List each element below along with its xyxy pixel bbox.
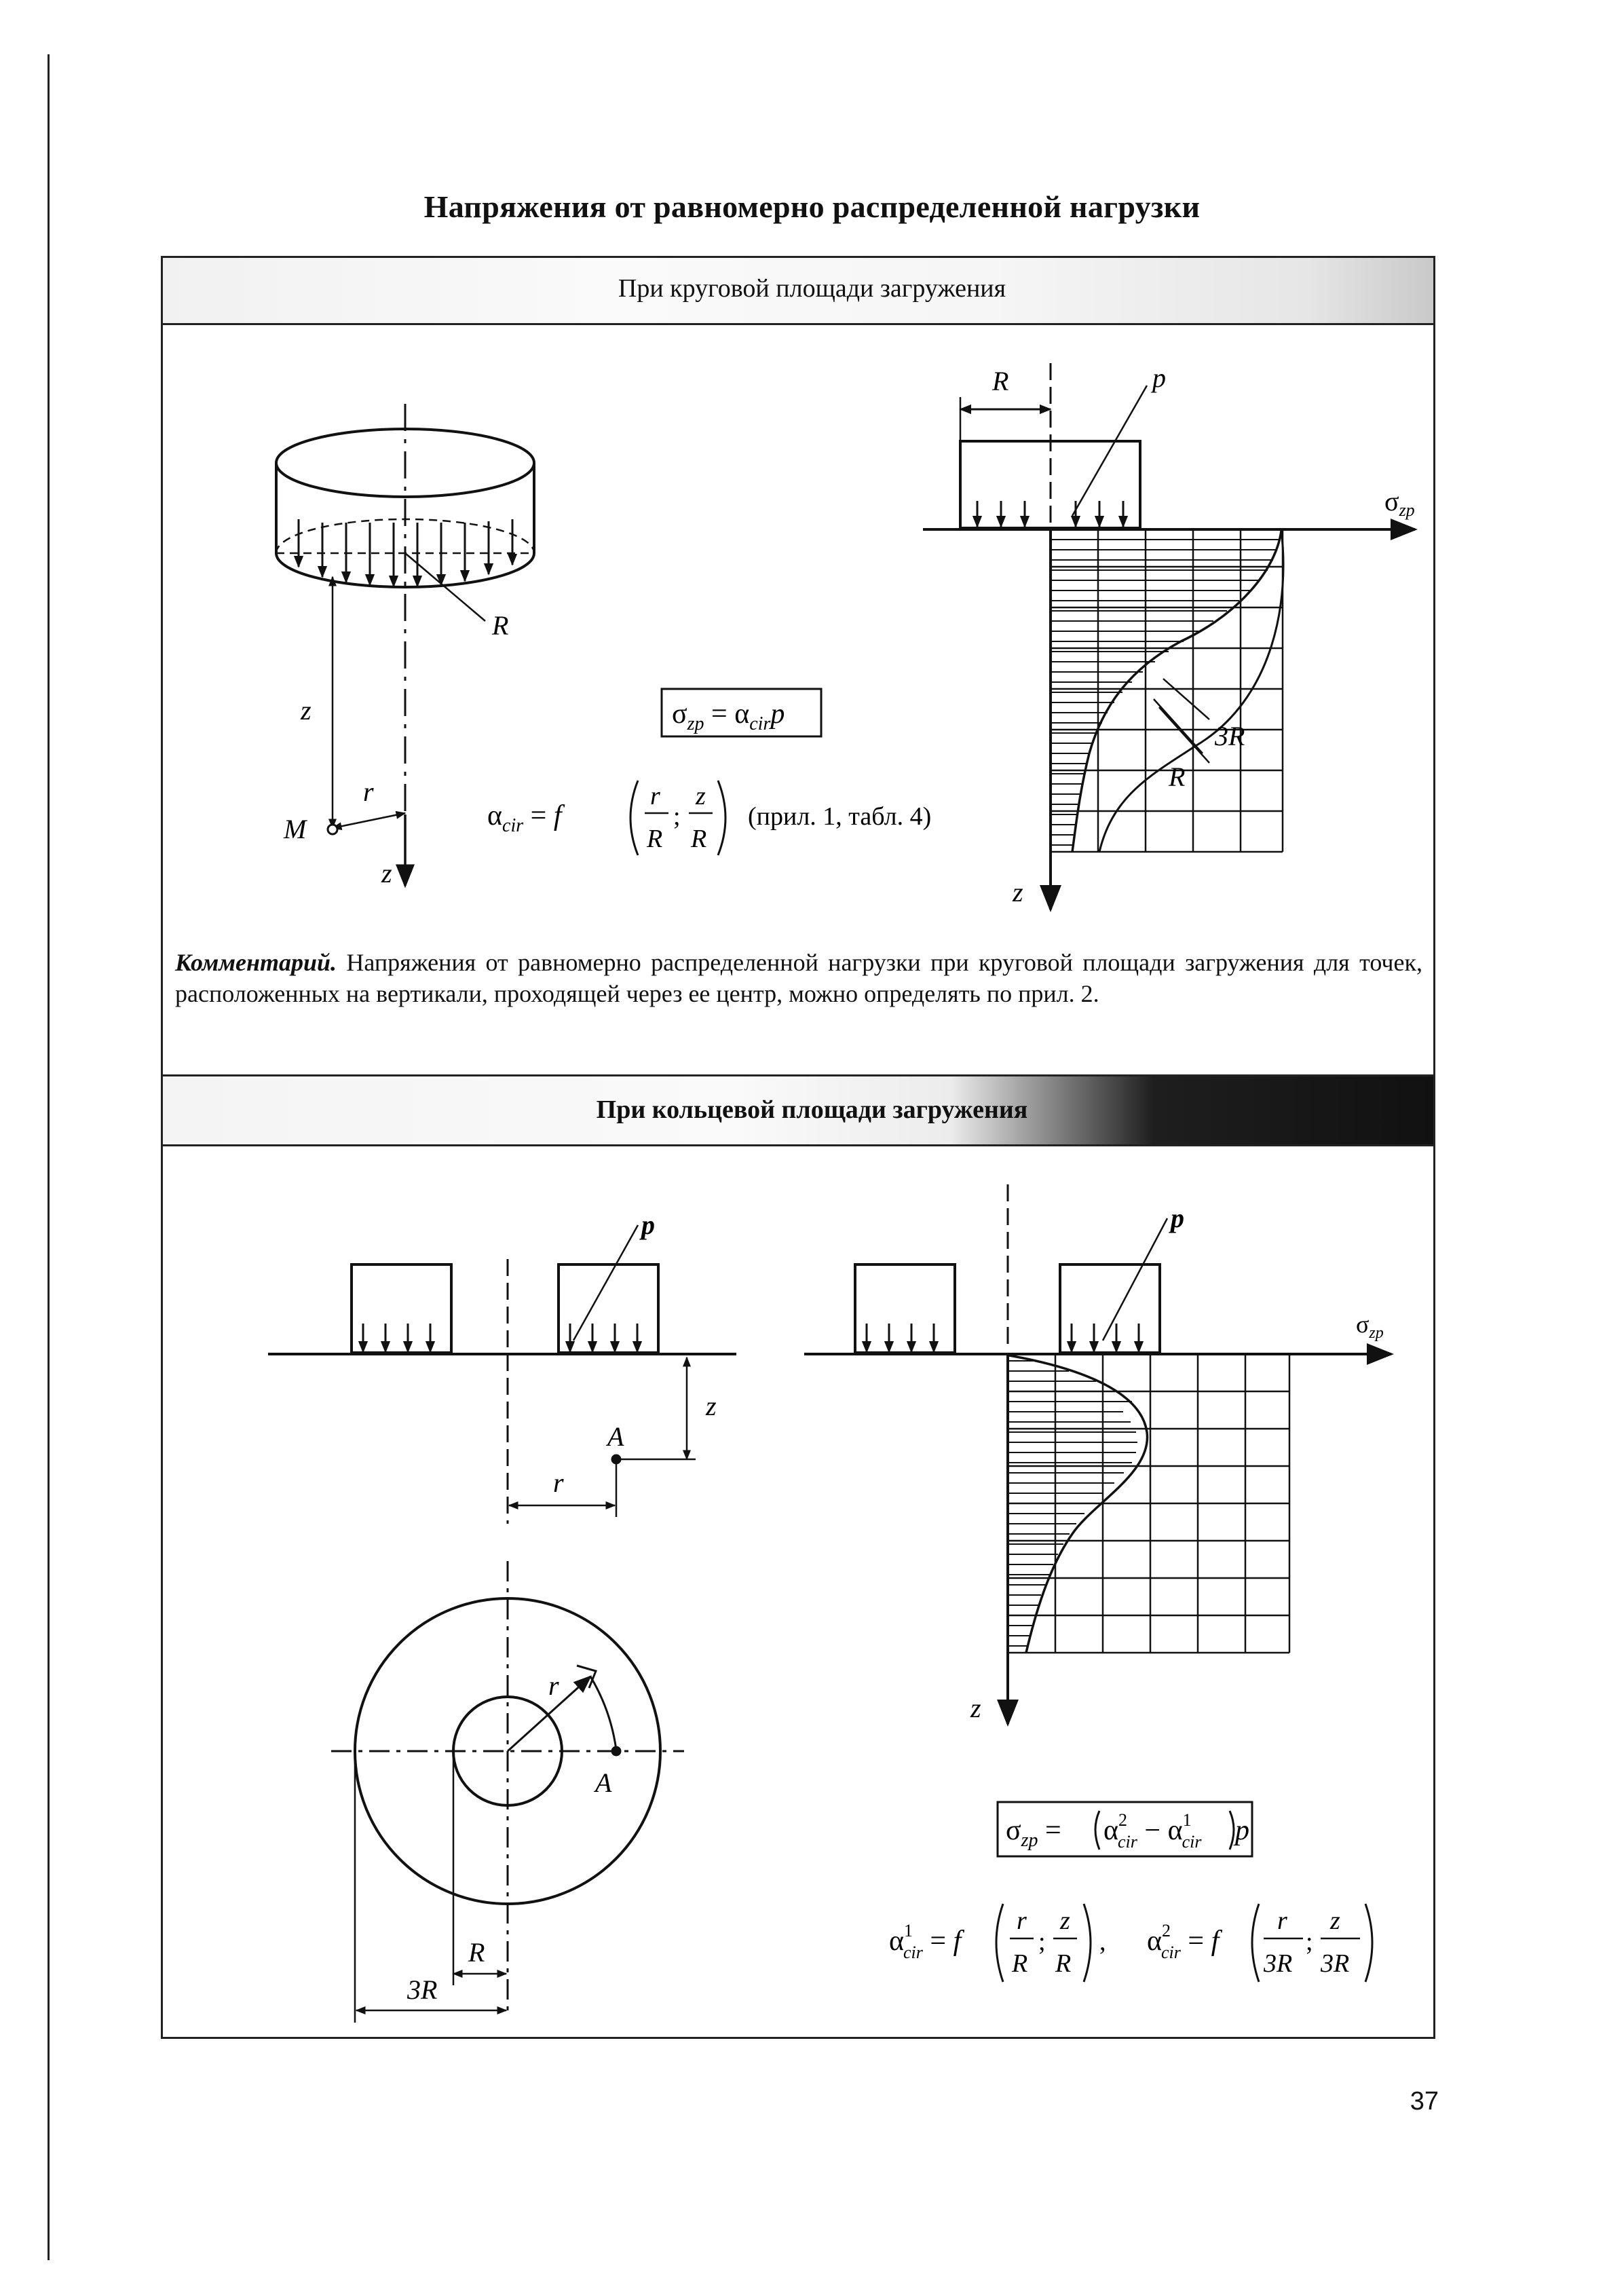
svg-text:,: , (1099, 1928, 1106, 1956)
label-p: p (1152, 362, 1166, 393)
label-p-ring-2: p (1171, 1203, 1184, 1233)
figure-ring-plan (331, 1561, 684, 2023)
arc-to-A (590, 1676, 616, 1750)
curve-3R-leader-a (1163, 679, 1209, 719)
svg-text:r: r (1017, 1907, 1027, 1935)
label-r-ring: r (553, 1467, 564, 1498)
svg-text:R: R (1012, 1949, 1028, 1978)
section2-heading: При кольцевой площади загружения (596, 1095, 1028, 1124)
formula-a1 (889, 1904, 1106, 1982)
comment-label: Комментарий. (175, 949, 337, 976)
load-block-left (352, 1264, 451, 1353)
load-block-left-2 (855, 1264, 955, 1353)
figure-stress-circular (923, 363, 1415, 909)
figure-stress-ring (804, 1184, 1391, 1724)
point-A-plan (611, 1746, 621, 1756)
comment-text: Напряжения от равномерно распределенной нагрузки при круговой площади загружения для точек, расположенных на вертикали, проходящей через ее центр, можно определять по прил. 2. (175, 949, 1422, 1007)
formula2 (1006, 1810, 1249, 1852)
label-r-plan: r (548, 1670, 559, 1701)
p-leader (1072, 386, 1147, 516)
load-arrows-ring-right (867, 1324, 1139, 1352)
section1-heading: При круговой площади загружения (618, 274, 1006, 303)
svg-text:;: ; (673, 802, 681, 831)
label-sigma-zp-ring: $\sigma_{zp}$ (1356, 1311, 1384, 1342)
label-z-ring-2: z (970, 1693, 981, 1723)
label-r: r (363, 776, 374, 807)
p-leader-ring-2 (1103, 1218, 1167, 1340)
load-block-right-2 (1060, 1264, 1160, 1353)
svg-text:3R: 3R (1264, 1949, 1293, 1978)
label-z: z (1013, 877, 1023, 907)
svg-text:R: R (647, 825, 663, 853)
curve-3R (1099, 531, 1283, 852)
svg-text:z: z (1060, 1907, 1070, 1935)
label-3R: 3R (1215, 721, 1245, 751)
point-M (328, 825, 337, 834)
label-R-curve: R (1169, 762, 1186, 792)
label-3R-plan: 3R (407, 1974, 438, 2005)
svg-text:σzp =: $\sigma_{zp}$ = (1006, 1815, 1061, 1851)
load-arrows-ring-left (363, 1324, 637, 1352)
page-title: Напряжения от равномерно распределенной нагрузки (423, 189, 1201, 224)
p-leader-ring (573, 1225, 638, 1340)
offset-dimension (333, 813, 405, 828)
svg-text:;: ; (1038, 1928, 1046, 1956)
page-number: 37 (1410, 2087, 1439, 2116)
curve-3R-leader-b (1159, 707, 1209, 763)
label-z-axis: z (381, 858, 392, 888)
formula-alpha-lhs: $\alpha_{cir} = f$ (487, 800, 562, 836)
diagram-grid (1051, 529, 1283, 852)
stress-hatching (1052, 540, 1279, 845)
label-p-ring: p (641, 1209, 655, 1240)
label-A-plan: A (595, 1767, 612, 1798)
label-A-ring: A (607, 1421, 624, 1452)
label-z-depth: z (301, 695, 311, 726)
svg-text:p: p (1235, 1815, 1249, 1846)
svg-text:z: z (1330, 1907, 1340, 1935)
figure-ring-section (268, 1225, 736, 1524)
svg-text:α2cir − α1cir: $\alpha^2$ cir − $\alpha^1$ cir (1103, 1810, 1202, 1852)
label-R-top: R (992, 366, 1009, 396)
formula-a2 (1147, 1904, 1372, 1982)
svg-text:R: R (1055, 1949, 1072, 1978)
label-sigma-zp: $\sigma_{zp}$ (1384, 486, 1415, 520)
label-R-plan: R (468, 1937, 485, 1968)
label-R: R (492, 610, 509, 641)
svg-text:r: r (1277, 1907, 1287, 1935)
formula1: $\sigma_{zp} = \alpha_{cir}p$ (672, 698, 785, 734)
svg-text:α1cir = f: $\alpha^1$ cir = f (889, 1921, 962, 1962)
point-A (611, 1455, 621, 1464)
svg-text:;: ; (1306, 1928, 1313, 1956)
svg-text:α2cir = f: $\alpha^2$ cir = f (1147, 1921, 1220, 1962)
svg-text:r: r (650, 782, 660, 810)
svg-text:3R: 3R (1321, 1949, 1350, 1978)
svg-text:R: R (691, 825, 707, 853)
formula-alpha (487, 781, 931, 855)
label-z-ring: z (706, 1391, 717, 1421)
label-M: M (284, 814, 307, 844)
svg-text:z: z (696, 782, 706, 810)
svg-text:(прил. 1, табл. 4): (прил. 1, табл. 4) (748, 802, 932, 831)
